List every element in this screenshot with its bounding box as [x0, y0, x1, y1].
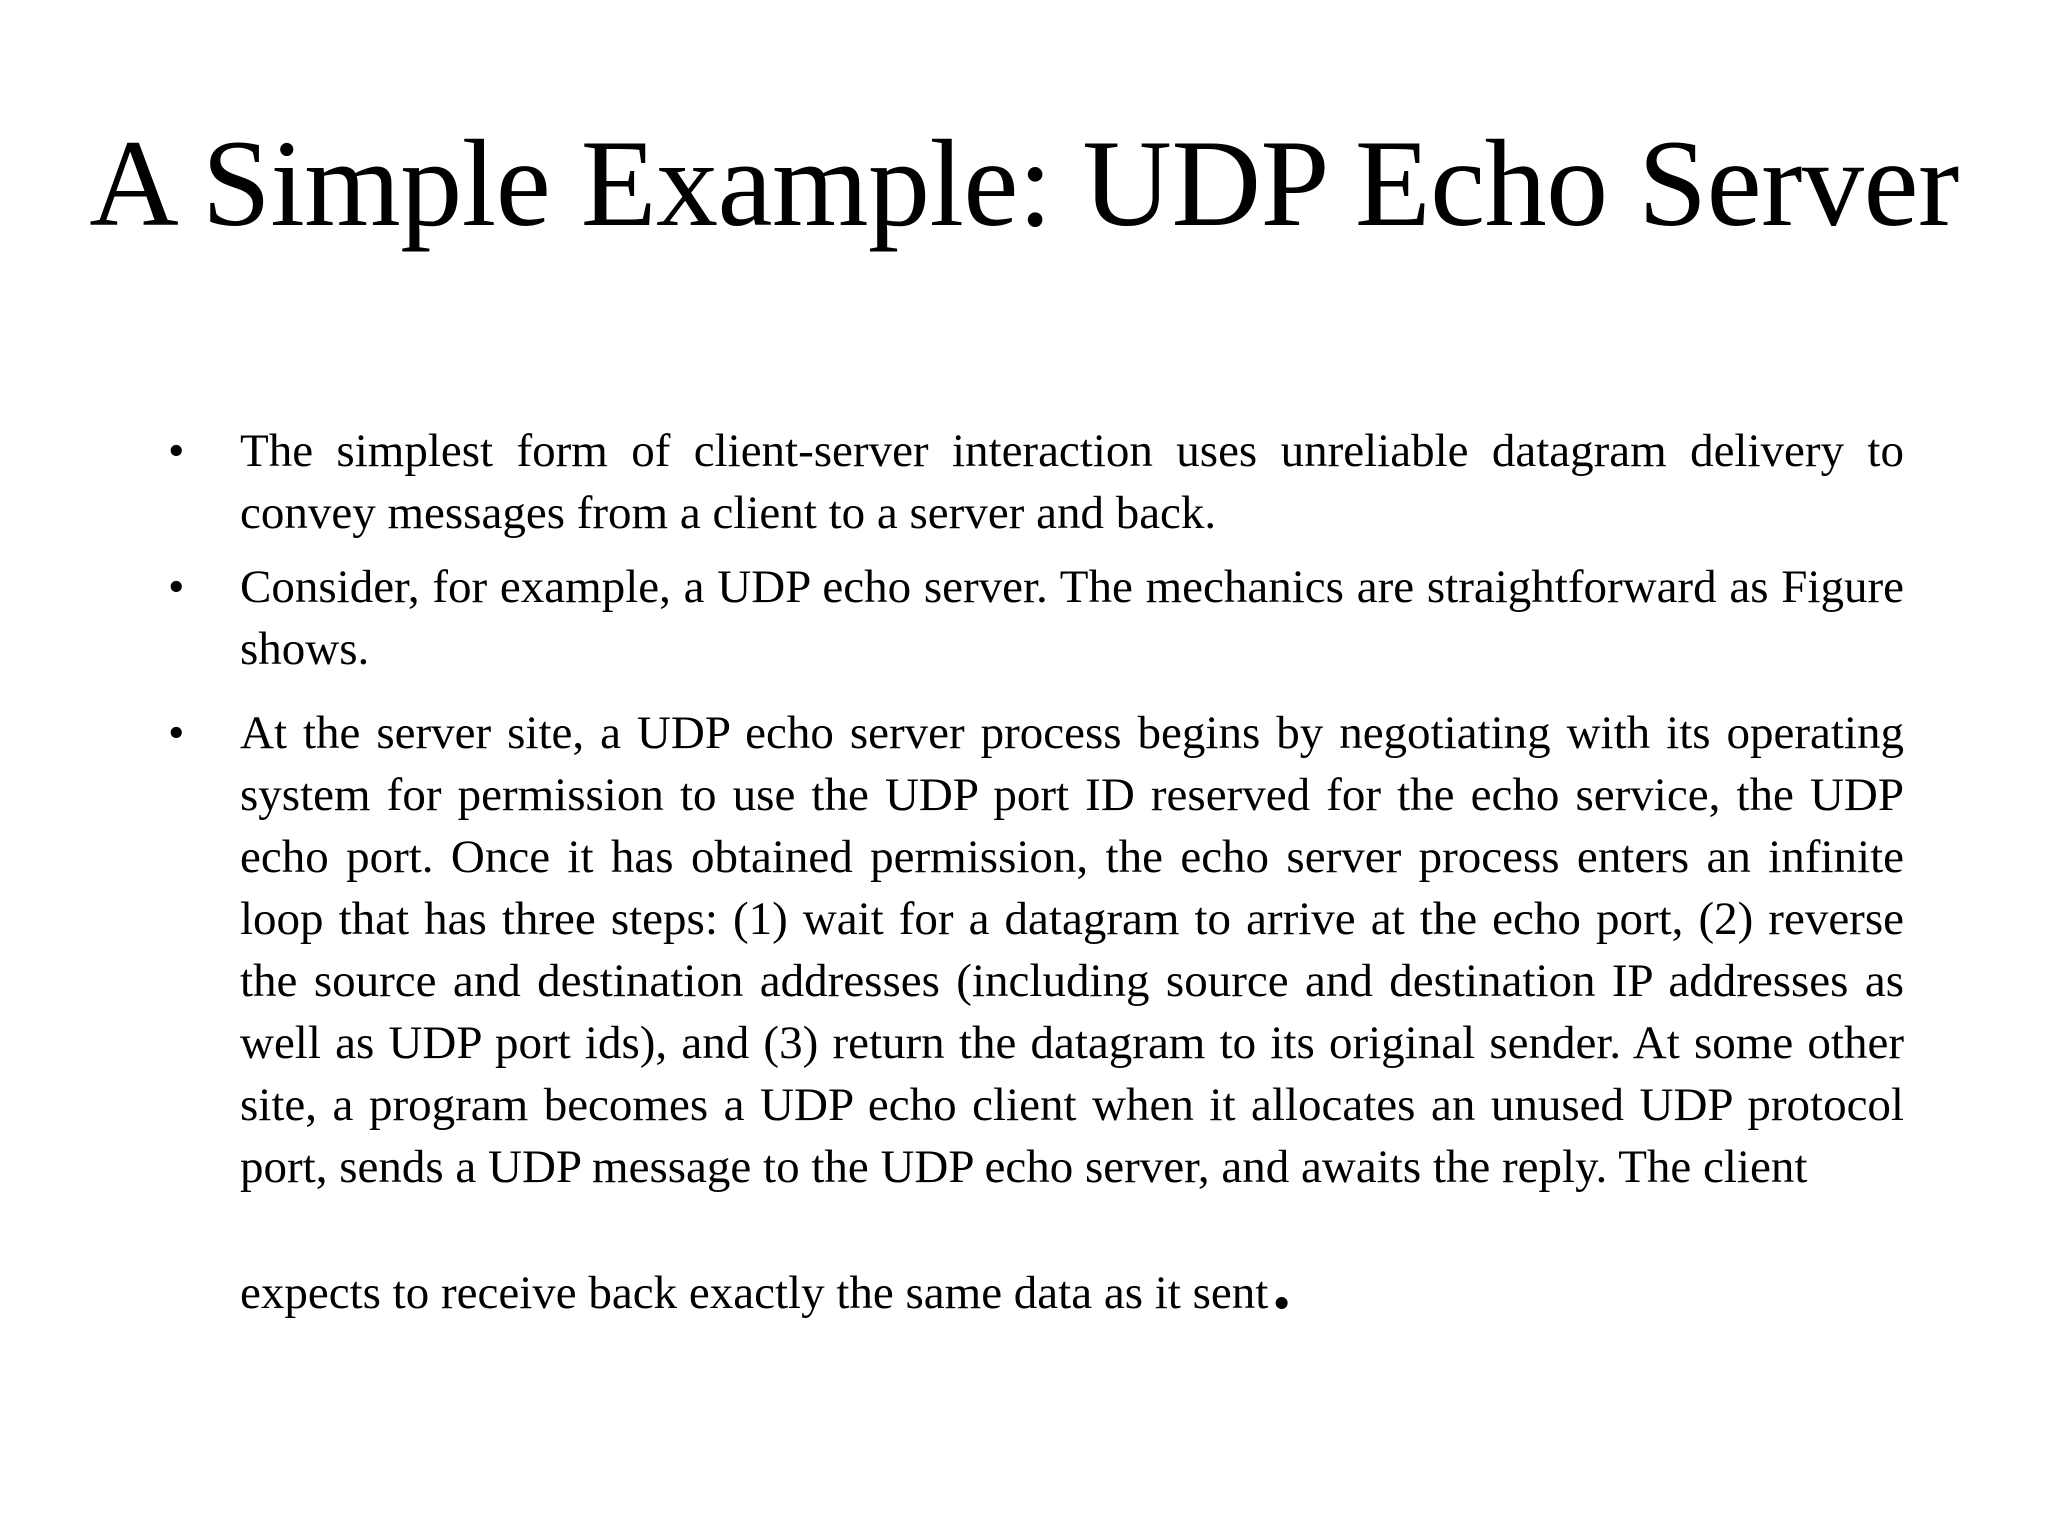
bullet-tail-period: .	[1272, 1243, 1291, 1325]
bullet-marker: •	[168, 707, 185, 759]
bullet-text: At the server site, a UDP echo server process begins by negotiating with its operating system for permission to use the UDP port ID reserved for the echo service, the UDP echo port. Once it has obtained permission, the echo server process enters an infinite loop that has three steps: (1) wait for a datagram to arrive at the echo port, (2) reverse the source and destination addresses (including source and destination IP addresses as well as UDP port ids), and (3) return the datagram to its original sender. At some other site, a program becomes a UDP echo client when it allocates an unused UDP protocol port, sends a UDP message to the UDP echo server, and awaits the reply. The client	[240, 707, 1904, 1193]
bullet-marker: •	[168, 425, 185, 477]
bullet-item	[160, 702, 1904, 1324]
slide-title: A Simple Example: UDP Echo Server	[89, 115, 1959, 252]
bullet-item	[160, 556, 1904, 680]
bullet-text: The simplest form of client-server interaction uses unreliable datagram delivery to convey messages from a client to a server and back.	[240, 425, 1904, 539]
bullet-item	[160, 420, 1904, 544]
bullet-text: Consider, for example, a UDP echo server. The mechanics are straightforward as Figure shows.	[240, 561, 1904, 675]
bullet-list	[160, 420, 1904, 1324]
bullet-text-continuation	[240, 1243, 1904, 1325]
bullet-tail-text: expects to receive back exactly the same data as it sent	[240, 1267, 1269, 1319]
bullet-marker: •	[168, 561, 185, 613]
